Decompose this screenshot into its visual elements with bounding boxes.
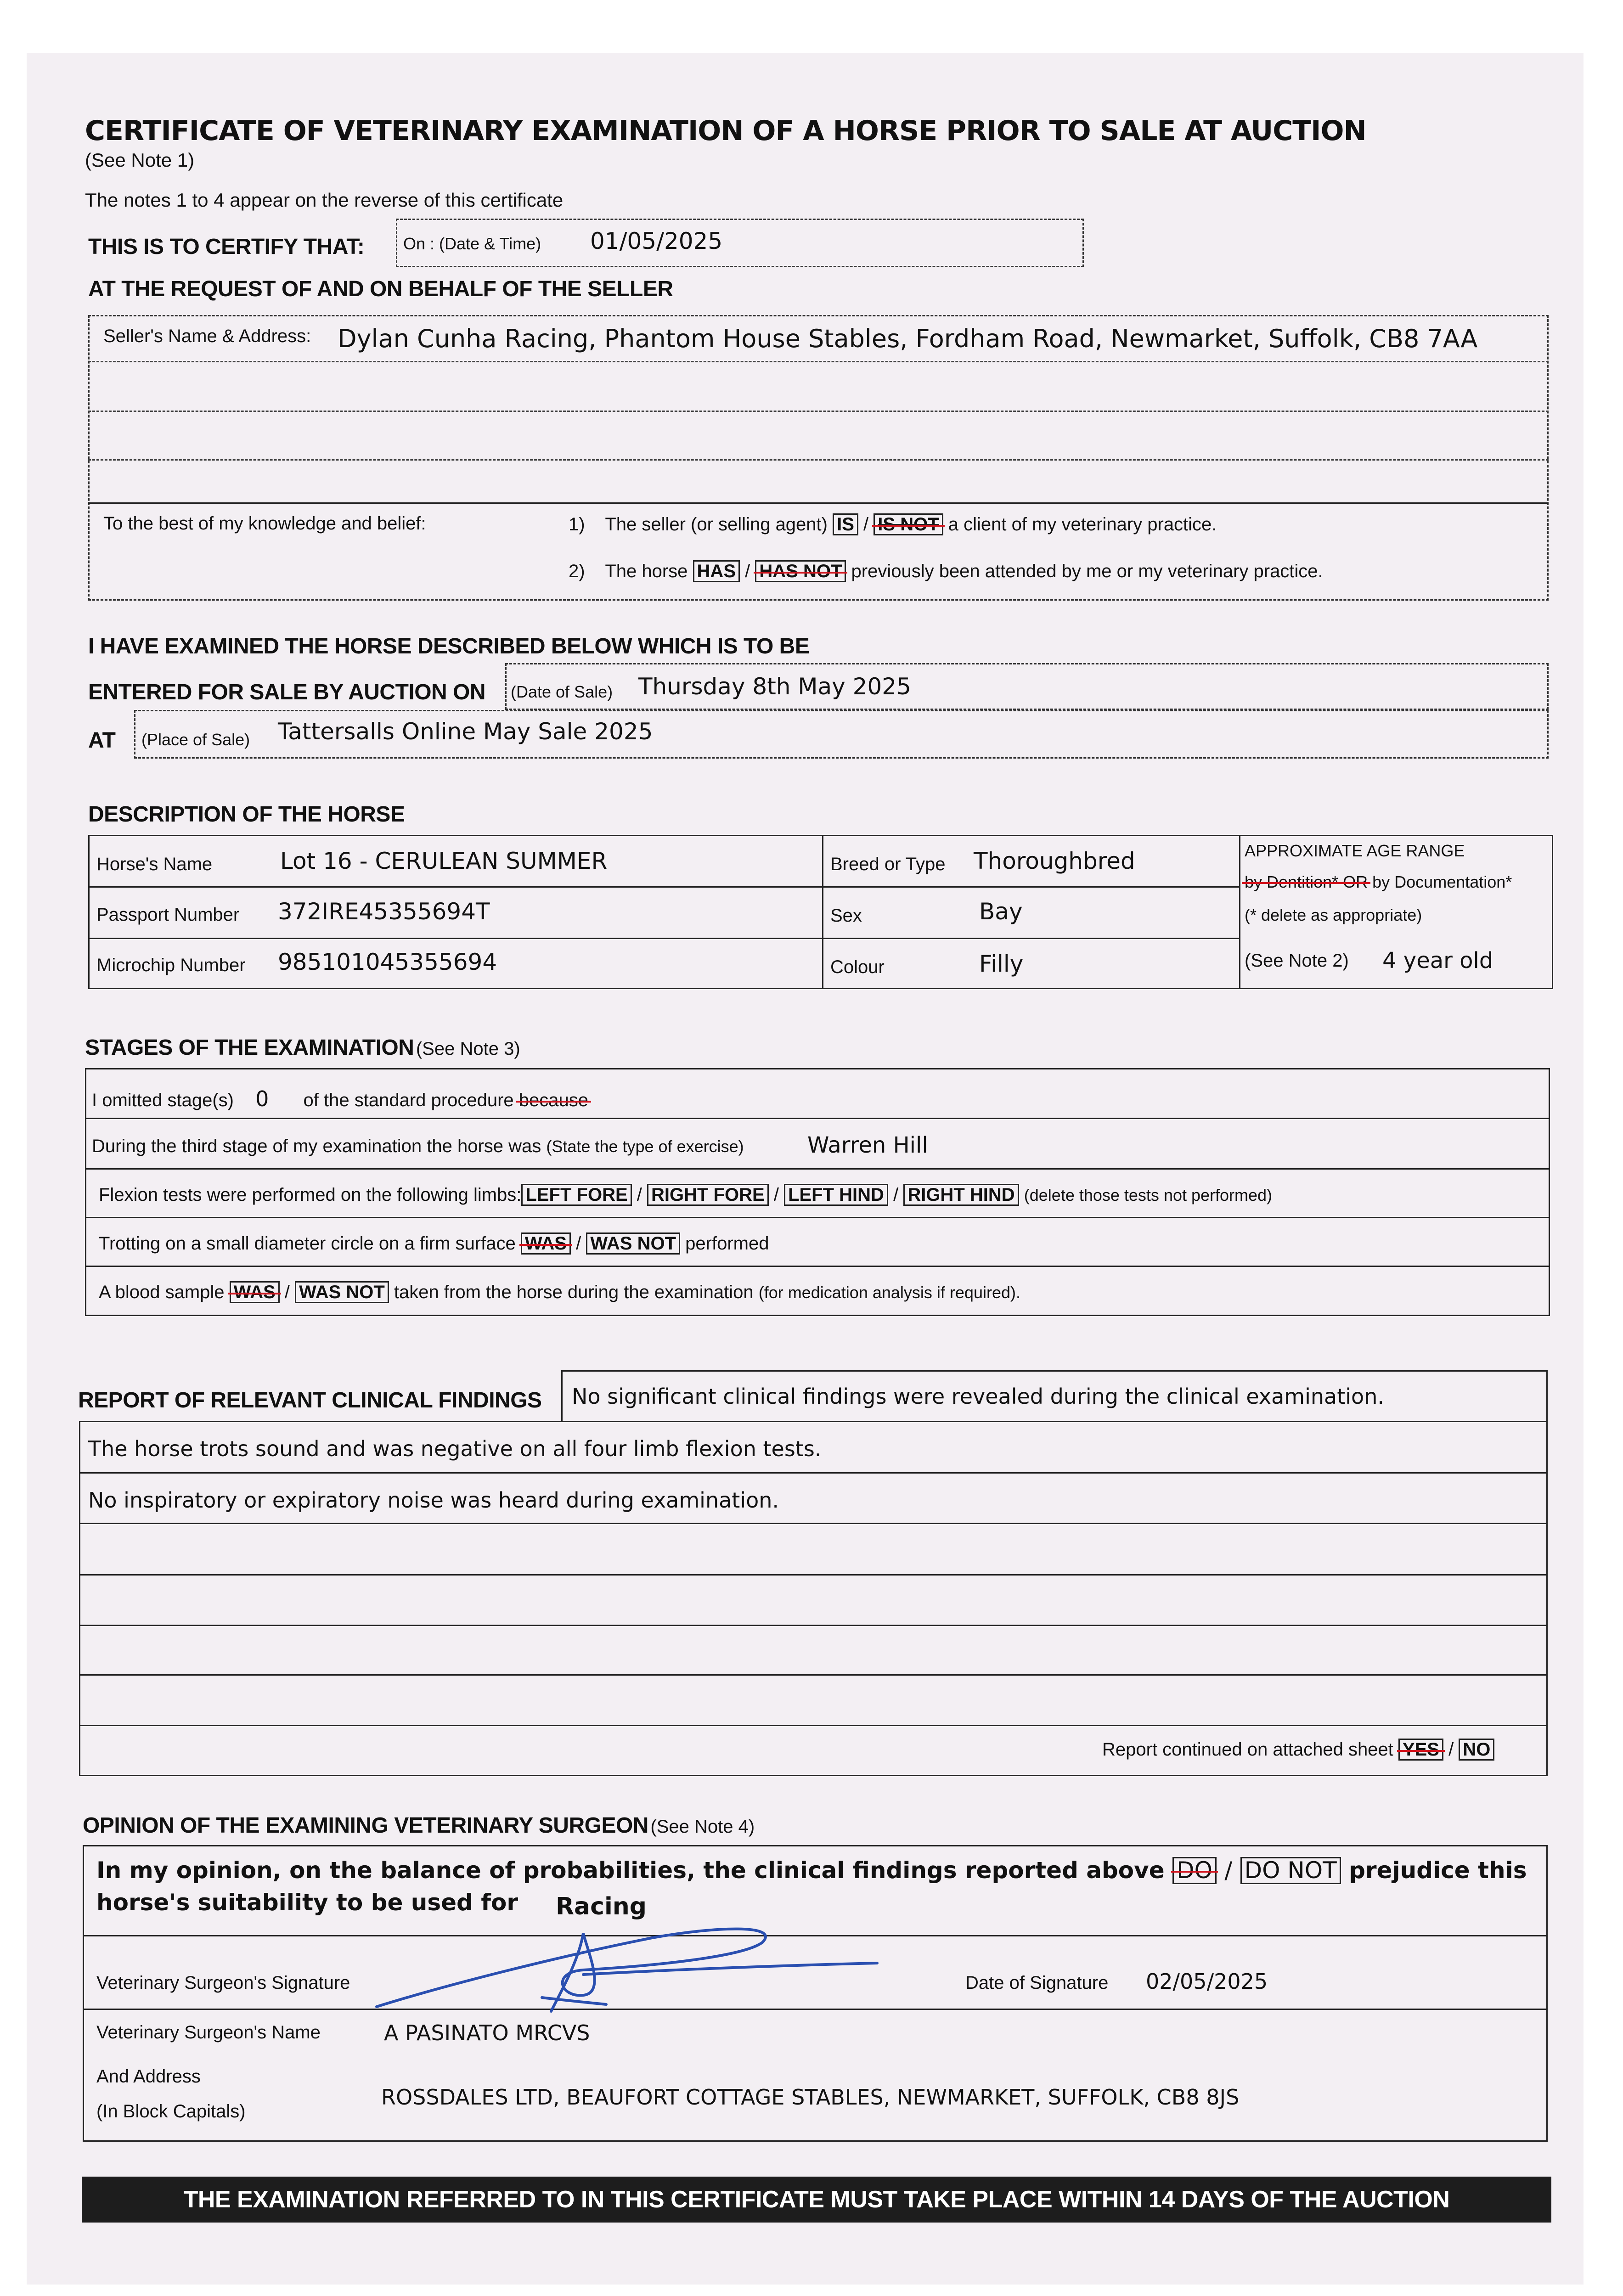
opinion-do-option: DO [1172, 1857, 1217, 1884]
desc-col-line-2 [1239, 835, 1240, 989]
certificate-title: CERTIFICATE OF VETERINARY EXAMINATION OF A HORSE PRIOR TO SALE AT AUCTION [85, 115, 1366, 147]
desc-col-line-1 [822, 835, 823, 989]
stage-row-line-1 [85, 1118, 1550, 1119]
report-line-3 [79, 1574, 1548, 1576]
limb-left-hind: LEFT HIND [784, 1184, 888, 1206]
omitted-value: 0 [255, 1086, 269, 1111]
seller-box [88, 315, 1549, 601]
trotting-label: Trotting on a small diameter circle on a firm surface [99, 1233, 516, 1254]
certify-label: THIS IS TO CERTIFY THAT: [88, 235, 365, 259]
third-stage-row [92, 1136, 744, 1157]
third-stage-label: During the third stage of my examination the horse was [92, 1136, 541, 1156]
age-value: 4 year old [1382, 948, 1493, 974]
signature-date-value: 02/05/2025 [1146, 1969, 1268, 1994]
blood-was-not-option: WAS NOT [295, 1281, 389, 1303]
blood-row [99, 1281, 1020, 1303]
omitted-because: because [518, 1090, 588, 1110]
seller-line-3 [88, 459, 1549, 461]
passport-value: 372IRE45355694T [278, 898, 490, 925]
item-2-num: 2) [569, 561, 585, 581]
knowledge-item-1 [569, 513, 1217, 535]
age-delete-note: (* delete as appropriate) [1245, 906, 1422, 924]
stages-heading: STAGES OF THE EXAMINATION [85, 1035, 414, 1060]
item-2-sep: / [745, 561, 750, 581]
trotting-was-not-option: WAS NOT [586, 1232, 680, 1255]
omitted-row [92, 1086, 588, 1111]
opinion-text-post: prejudice this [1349, 1857, 1527, 1884]
continued-yes-option: YES [1398, 1739, 1443, 1761]
surgeon-address-label: And Address [96, 2066, 201, 2087]
sex-value: Bay [979, 898, 1023, 925]
opinion-text-line-1 [96, 1857, 1527, 1884]
breed-label: Breed or Type [830, 854, 946, 874]
omitted-pre: I omitted stage(s) [92, 1090, 234, 1110]
age-see-note: (See Note 2) [1245, 951, 1349, 971]
report-finding-1: No significant clinical findings were revealed during the clinical examination. [572, 1384, 1384, 1409]
third-stage-note: (State the type of exercise) [546, 1137, 744, 1156]
seller-line-2 [88, 411, 1549, 412]
at-label: AT [88, 728, 116, 753]
surgeon-address-note: (In Block Capitals) [96, 2101, 246, 2122]
trotting-row [99, 1232, 769, 1255]
horse-name-value: Lot 16 - CERULEAN SUMMER [280, 848, 608, 874]
blood-was-option: WAS [230, 1281, 280, 1303]
opinion-do-not-option: DO NOT [1240, 1857, 1341, 1884]
signature-label: Veterinary Surgeon's Signature [96, 1973, 350, 1993]
third-stage-value: Warren Hill [807, 1132, 928, 1158]
report-line-5 [79, 1674, 1548, 1676]
opinion-heading-row [83, 1813, 755, 1838]
description-heading: DESCRIPTION OF THE HORSE [88, 802, 405, 827]
omitted-post: of the standard procedure [303, 1090, 514, 1110]
examined-heading: I HAVE EXAMINED THE HORSE DESCRIBED BELOW WHICH IS TO BE [88, 634, 810, 658]
limb-left-fore: LEFT FORE [521, 1184, 631, 1206]
knowledge-label: To the best of my knowledge and belief: [103, 513, 426, 534]
blood-label: A blood sample [99, 1282, 225, 1302]
flexion-label: Flexion tests were performed on the following limbs: [99, 1185, 522, 1205]
seller-line-1 [88, 361, 1549, 362]
item-1-sep: / [863, 514, 869, 535]
surgeon-name-label: Veterinary Surgeon's Name [96, 2022, 321, 2043]
item-2-post: previously been attended by me or my veterinary practice. [851, 561, 1323, 581]
stage-row-line-4 [85, 1266, 1550, 1267]
desc-row-line-2 [88, 938, 1239, 939]
colour-value: Filly [979, 951, 1024, 977]
seller-is-option: IS [833, 513, 858, 535]
blood-note: (for medication analysis if required). [758, 1283, 1020, 1302]
microchip-label: Microchip Number [96, 955, 246, 975]
footer-banner: THE EXAMINATION REFERRED TO IN THIS CERTIFICATE MUST TAKE PLACE WITHIN 14 DAYS OF THE AUCTION [82, 2177, 1551, 2223]
age-heading: APPROXIMATE AGE RANGE [1245, 841, 1465, 860]
seller-is-not-option: IS NOT [873, 513, 943, 535]
request-heading: AT THE REQUEST OF AND ON BEHALF OF THE SELLER [88, 277, 673, 301]
report-box [79, 1421, 1548, 1776]
sex-label: Sex [830, 906, 862, 926]
sale-place-label: (Place of Sale) [141, 730, 250, 749]
certify-on-value: 01/05/2025 [590, 228, 723, 254]
passport-label: Passport Number [96, 905, 240, 925]
item-1-pre: The seller (or selling agent) [605, 514, 828, 535]
trotting-post: performed [685, 1233, 769, 1254]
surgeon-name-value: A PASINATO MRCVS [384, 2020, 590, 2045]
age-method [1245, 872, 1512, 892]
stages-note: (See Note 3) [416, 1039, 520, 1059]
continued-no-option: NO [1459, 1739, 1494, 1761]
blood-post: taken from the horse during the examination [394, 1282, 754, 1302]
colour-label: Colour [830, 957, 885, 977]
age-by-dentition: by Dentition* OR [1245, 872, 1368, 891]
report-continued-label: Report continued on attached sheet [1102, 1739, 1393, 1760]
report-line-1 [79, 1472, 1548, 1474]
opinion-sep: / [1224, 1857, 1233, 1884]
surgeon-address-value: ROSSDALES LTD, BEAUFORT COTTAGE STABLES, NEWMARKET, SUFFOLK, CB8 8JS [381, 2085, 1240, 2110]
stage-row-line-2 [85, 1168, 1550, 1170]
item-1-post: a client of my veterinary practice. [948, 514, 1217, 535]
desc-row-line-1 [88, 886, 1239, 888]
limb-sep-1: / [637, 1185, 642, 1205]
report-finding-3: No inspiratory or expiratory noise was heard during examination. [88, 1488, 779, 1513]
opinion-note: (See Note 4) [650, 1817, 755, 1837]
report-line-2 [79, 1523, 1548, 1524]
horse-name-label: Horse's Name [96, 854, 213, 874]
sale-place-value: Tattersalls Online May Sale 2025 [278, 718, 653, 745]
microchip-value: 985101045355694 [278, 949, 497, 975]
horse-has-not-option: HAS NOT [755, 560, 846, 582]
item-2-pre: The horse [605, 561, 688, 581]
blood-sep: / [284, 1282, 290, 1302]
signature-image [367, 1906, 896, 2025]
trotting-was-option: WAS [521, 1232, 571, 1255]
stages-heading-row [85, 1035, 520, 1060]
opinion-text-line-2: horse's suitability to be used for [96, 1889, 518, 1916]
report-line-4 [79, 1625, 1548, 1626]
signature-date-label: Date of Signature [965, 1973, 1109, 1993]
report-finding-2: The horse trots sound and was negative on all four limb flexion tests. [88, 1436, 822, 1461]
seller-value: Dylan Cunha Racing, Phantom House Stables, Fordham Road, Newmarket, Suffolk, CB8 7AA [338, 324, 1478, 353]
continued-sep: / [1448, 1739, 1454, 1760]
limb-sep-2: / [773, 1185, 779, 1205]
flexion-note: (delete those tests not performed) [1024, 1186, 1273, 1204]
horse-has-option: HAS [693, 560, 740, 582]
breed-value: Thoroughbred [974, 848, 1135, 874]
limb-right-fore: RIGHT FORE [647, 1184, 769, 1206]
opinion-text-pre: In my opinion, on the balance of probabilities, the clinical findings reported above [96, 1857, 1165, 1884]
seller-line-4 [88, 502, 1549, 504]
notes-intro: The notes 1 to 4 appear on the reverse of this certificate [85, 189, 564, 211]
report-line-6 [79, 1725, 1548, 1726]
stage-row-line-3 [85, 1217, 1550, 1218]
signature-stroke [377, 1929, 877, 2011]
seller-label: Seller's Name & Address: [103, 326, 311, 346]
limb-right-hind: RIGHT HIND [903, 1184, 1019, 1206]
sale-date-label: (Date of Sale) [511, 682, 613, 701]
age-by-documentation: by Documentation* [1372, 872, 1512, 891]
flexion-row [99, 1184, 1272, 1206]
opinion-heading: OPINION OF THE EXAMINING VETERINARY SURGEON [83, 1813, 648, 1838]
limb-sep-3: / [893, 1185, 899, 1205]
see-note-1: (See Note 1) [85, 149, 195, 171]
opinion-use-value: Racing [556, 1893, 647, 1920]
report-heading: REPORT OF RELEVANT CLINICAL FINDINGS [78, 1388, 542, 1412]
trotting-sep: / [576, 1233, 581, 1254]
certify-on-label: On : (Date & Time) [403, 234, 541, 253]
sale-date-value: Thursday 8th May 2025 [638, 673, 911, 700]
report-continued-row [1102, 1739, 1494, 1761]
knowledge-item-2 [569, 560, 1323, 582]
item-1-num: 1) [569, 514, 585, 535]
entered-label: ENTERED FOR SALE BY AUCTION ON [88, 680, 486, 704]
